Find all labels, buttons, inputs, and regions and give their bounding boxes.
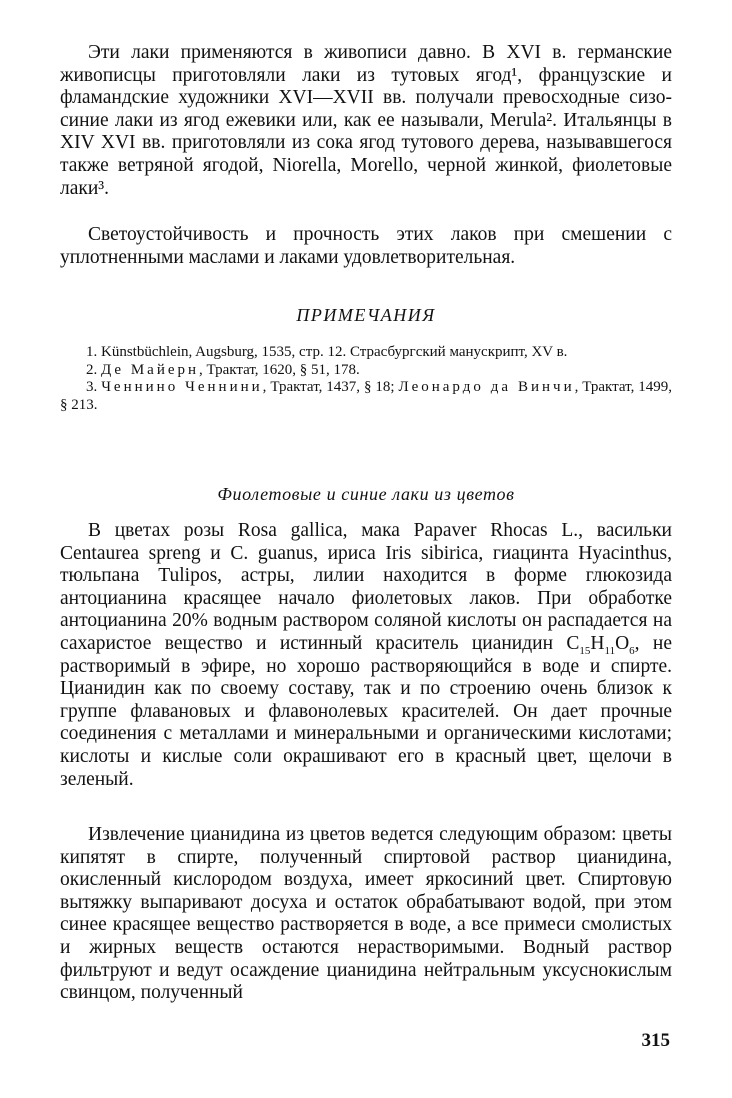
footnote-2-source: , Трактат, 1620, § 51, 178. [199, 361, 360, 378]
formula-oxygen-count: 6 [629, 644, 635, 657]
page-number: 315 [641, 1030, 670, 1051]
paragraph-flower-pigments [60, 520, 672, 791]
footnote-3 [60, 379, 672, 414]
formula-hydrogen-count: 11 [604, 644, 616, 657]
footnote-3-source-1: , Трактат, 1437, § 18; [262, 379, 399, 396]
paragraph-cyanidin-extraction: Извлечение цианидина из цветов ведется следующим образом: цветы кипятят в спирте, полученный спиртовой раствор цианидина, окисленный кислородом воздуха, имеет яркосиний цвет. Спиртовую вытяжку выпаривают досуха и остаток обрабатывают водой, при этом синее красящее вещество растворяется в воде, а все примеси смолистых и жирных веществ остаются нерастворимыми. Водный раствор фильтруют и ведут осаждение цианидина нейтральным уксуснокислым свинцом, полученный [60, 824, 672, 1004]
footnote-3-number: 3. [86, 379, 102, 396]
paragraph-lightfastness: Светоустойчивость и прочность этих лаков при смешении с уплотненными маслами и лаками удовлетворительная. [60, 224, 672, 268]
footnote-2-author: Де Майерн [101, 361, 200, 378]
paragraph-flower-pigments-text-2: , не растворимый в эфире, но хорошо растворяющийся в воде и спирте. Цианидин как по своему составу, так и по строению очень близок к группе флавановых и флавонолевых красителей. Он дает прочные соединения с металлами и минеральными и органическими кислотами; кислоты и кислые соли окрашивают его в красный цвет, щелочи в зеленый. [60, 632, 672, 790]
cyanidin-formula [566, 632, 635, 657]
footnotes-list [60, 344, 672, 414]
formula-oxygen: O [615, 632, 630, 654]
footnote-1: 1. Künstbüchlein, Augsburg, 1535, стр. 12. Страсбургский манускрипт, XV в. [86, 344, 568, 360]
section-heading: Фиолетовые и синие лаки из цветов [217, 484, 515, 504]
paragraph-flower-pigments-text-1: В цветах розы Rosa gallica, мака Papaver Rhocas L., васильки Centaurea spreng и C. guanus, ириса Iris sibirica, гиацинта Hyacinthus, тюльпана Tulipos, астры, лилии находится в форме глюкозида антоцианина красящее начало фиолетовых лаков. При обработке антоцианина 20% водным раствором соляной кислоты он распадается на сахаристое вещество и истинный краситель цианидин [60, 520, 672, 654]
formula-carbon-count: 15 [579, 644, 591, 657]
footnote-2-number: 2. [86, 361, 101, 378]
footnote-3-author-1: Ченнино Ченнини [101, 379, 263, 396]
paragraph-lacquer-history: Эти лаки применяются в живописи давно. В XVI в. германские живописцы приготовляли лаки из тутовых ягод¹, французские и фламандские художники XVI—XVII вв. получали превосходные сизо-синие лаки из ягод ежевики или, как ее называли, Merula². Итальянцы в XIV XVI вв. приготовляли из сока ягод тутового дерева, называвшегося также ветряной ягодой, Niorella, Morello, черной жинкой, фиолетовые лаки³. [60, 42, 672, 199]
formula-carbon: C [566, 632, 580, 654]
footnote-3-author-2: Леонардо да Винчи [398, 379, 575, 396]
footnote-2 [60, 362, 672, 380]
formula-hydrogen: H [590, 632, 605, 654]
notes-heading: ПРИМЕЧАНИЯ [296, 305, 436, 325]
footnote-3-source-2: , Трактат, 1499, § 213. [60, 379, 672, 413]
